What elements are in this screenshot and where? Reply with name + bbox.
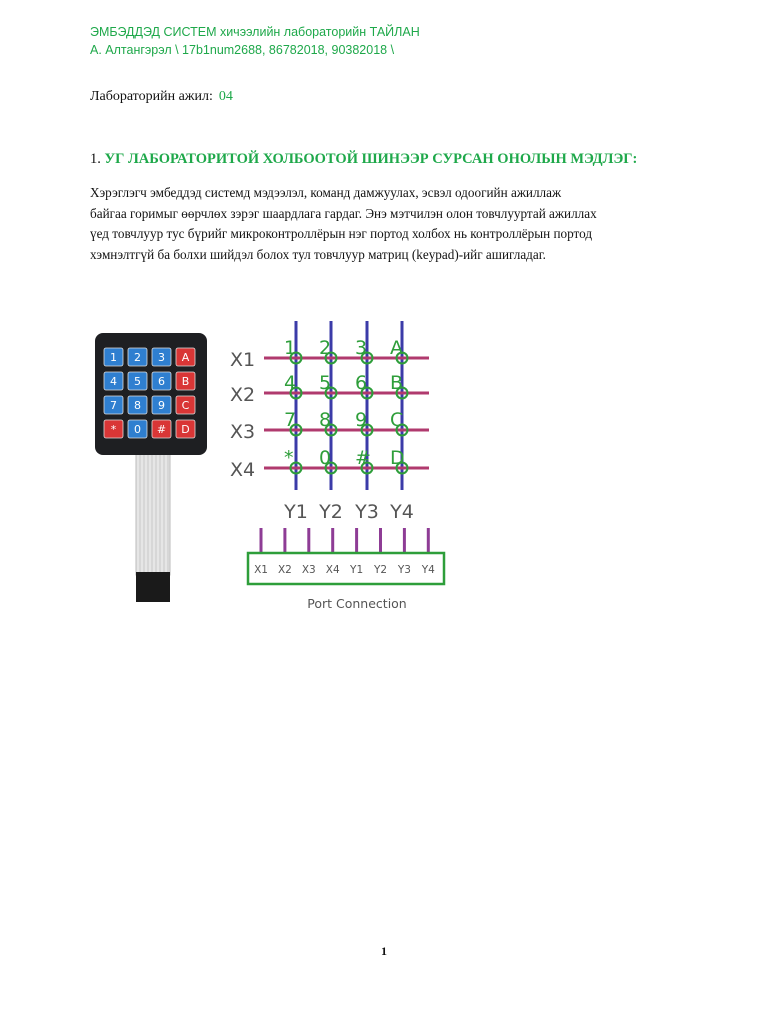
keypad-key-label: B bbox=[181, 375, 190, 388]
keypad-key-label: 6 bbox=[158, 375, 165, 388]
port-pin-label: Y2 bbox=[373, 564, 388, 576]
matrix-key-label: 1 bbox=[284, 337, 297, 359]
paragraph-line: үед товчлуур тус бүрийг микроконтроллёрын нэг портод холбох нь контроллёрын портод bbox=[90, 226, 593, 241]
row-label: X3 bbox=[230, 421, 256, 443]
matrix-key-label: 0 bbox=[319, 447, 332, 469]
matrix-key-label: * bbox=[284, 447, 294, 469]
keypad-key-label: A bbox=[181, 351, 190, 364]
port-pin-label: X2 bbox=[277, 564, 292, 576]
keypad-key-label: D bbox=[181, 423, 190, 436]
keypad-key-label: 8 bbox=[134, 399, 141, 412]
row-label: X2 bbox=[230, 384, 256, 406]
port-pin-label: Y4 bbox=[421, 564, 435, 576]
keypad-key-label: C bbox=[181, 399, 190, 412]
row-label: X1 bbox=[230, 349, 256, 371]
matrix-key-label: 3 bbox=[355, 337, 368, 359]
matrix-key-label: 7 bbox=[284, 409, 297, 431]
column-label: Y4 bbox=[390, 501, 414, 523]
lab-work-number: 04 bbox=[218, 89, 233, 104]
port-pin-label: Y1 bbox=[350, 564, 364, 576]
port-pin-label: Y3 bbox=[397, 564, 411, 576]
paragraph-line: Хэрэглэгч эмбеддэд системд мэдээлэл, команд дамжуулах, эсвэл одоогийн ажиллаж bbox=[90, 185, 562, 200]
paragraph-line: байгаа горимыг өөрчлөх зэрэг шаардлага гардаг. Энэ мэтчилэн олон товчлууртай ажиллах bbox=[90, 205, 597, 221]
keypad-key-label: 1 bbox=[110, 351, 117, 364]
matrix-key-label: C bbox=[390, 409, 404, 431]
keypad-key-label: 5 bbox=[134, 375, 141, 388]
section-number: 1. bbox=[90, 151, 101, 167]
matrix-key-label: D bbox=[390, 447, 405, 469]
matrix-key-label: # bbox=[355, 447, 371, 469]
row-label: X4 bbox=[230, 459, 256, 481]
matrix-key-label: 2 bbox=[319, 337, 332, 359]
section-heading bbox=[90, 151, 637, 168]
ribbon-cable bbox=[136, 445, 170, 575]
report-header-title: ЭМБЭДДЭД СИСТЕМ хичээлийн лабораторийн ТАЙЛАН bbox=[90, 25, 420, 39]
port-pin-label: X1 bbox=[254, 564, 268, 576]
keypad-figure bbox=[92, 285, 452, 625]
lab-work-line bbox=[90, 89, 233, 105]
column-label: Y1 bbox=[284, 501, 308, 523]
matrix-key-label: B bbox=[390, 372, 404, 394]
matrix-key-label: 4 bbox=[284, 372, 297, 394]
keypad-key-label: 0 bbox=[134, 423, 141, 436]
column-label: Y2 bbox=[319, 501, 343, 523]
keypad-key-label: 3 bbox=[158, 351, 165, 364]
section-title: УГ ЛАБОРАТОРИТОЙ ХОЛБООТОЙ ШИНЭЭР СУРСАН ОНОЛЫН МЭДЛЭГ: bbox=[104, 151, 638, 167]
ribbon-connector bbox=[136, 572, 170, 602]
port-pin-label: X3 bbox=[301, 564, 316, 576]
matrix-key-label: A bbox=[390, 337, 403, 359]
port-caption: Port Connection bbox=[307, 596, 407, 611]
matrix-key-label: 9 bbox=[355, 409, 368, 431]
keypad-diagram bbox=[92, 285, 452, 625]
body-paragraph bbox=[90, 183, 690, 265]
lab-work-label: Лабораторийн ажил: bbox=[90, 89, 213, 104]
keypad-key-label: 9 bbox=[158, 399, 165, 412]
keypad-key-label: # bbox=[156, 423, 167, 436]
report-header-author: А. Алтангэрэл \ 17b1num2688, 86782018, 90382018 \ bbox=[90, 43, 395, 57]
keypad-key-label: 4 bbox=[110, 375, 117, 388]
matrix-key-label: 5 bbox=[319, 372, 332, 394]
page-number: 1 bbox=[381, 944, 387, 958]
paragraph-line: хэмнэлтгүй ба болхи шийдэл болох тул товчлуур матриц (keypad)-ийг ашигладаг. bbox=[90, 246, 546, 262]
keypad-key-label: 7 bbox=[110, 399, 117, 412]
keypad-key-label: 2 bbox=[134, 351, 141, 364]
keypad-key-label: * bbox=[110, 423, 117, 436]
port-pin-label: X4 bbox=[325, 564, 340, 576]
matrix-key-label: 6 bbox=[355, 372, 368, 394]
matrix-key-label: 8 bbox=[319, 409, 332, 431]
column-label: Y3 bbox=[355, 501, 379, 523]
